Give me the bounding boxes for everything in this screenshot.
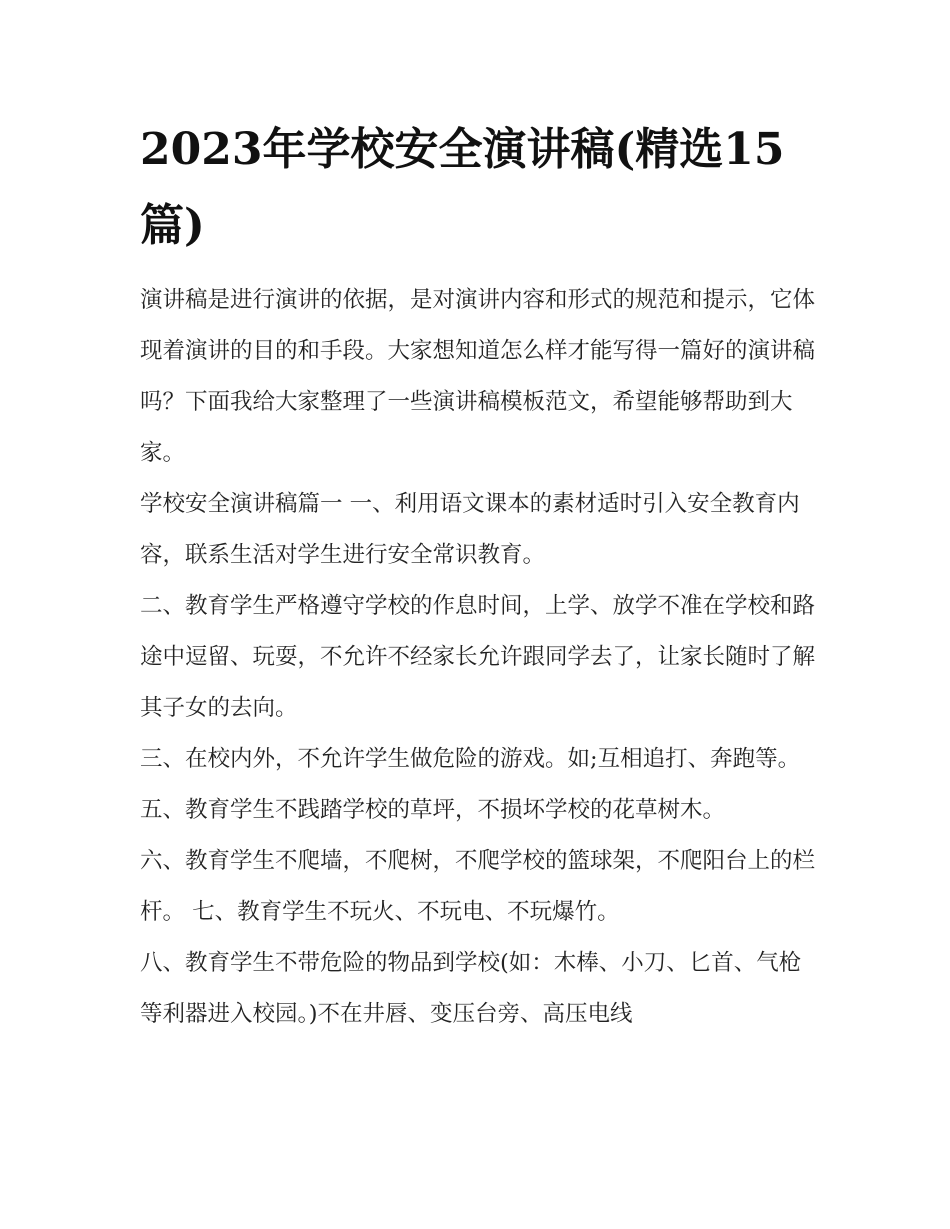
paragraph-item-1: 学校安全演讲稿篇一 一、利用语文课本的素材适时引入安全教育内容，联系生活对学生进行安全常识教育。 <box>140 491 800 568</box>
paragraph-intro: 演讲稿是进行演讲的依据，是对演讲内容和形式的规范和提示，它体现着演讲的目的和手段。大家想知道怎么样才能写得一篇好的演讲稿吗？下面我给大家整理了一些演讲稿模板范文，希望能够帮助到大家。 <box>140 287 816 466</box>
paragraph-item-3-5: 三、在校内外，不允许学生做危险的游戏。如;互相追打、奔跑等。 五、教育学生不践踏学校的草坪，不损坏学校的花草树木。 <box>140 746 801 823</box>
paragraph-item-8: 八、教育学生不带危险的物品到学校(如：木棒、小刀、匕首、气枪等利器进入校园。)不在井唇、变压台旁、高压电线 <box>140 950 802 1027</box>
document-title: 2023年学校安全演讲稿(精选15篇) <box>140 124 785 251</box>
document-body <box>140 275 820 1040</box>
paragraph-item-2: 二、教育学生严格遵守学校的作息时间，上学、放学不准在学校和路途中逗留、玩耍，不允许不经家长允许跟同学去了，让家长随时了解其子女的去向。 <box>140 593 816 721</box>
paragraph-item-6-7: 六、教育学生不爬墙，不爬树，不爬学校的篮球架，不爬阳台上的栏杆。 七、教育学生不玩火、不玩电、不玩爆竹。 <box>140 848 816 925</box>
